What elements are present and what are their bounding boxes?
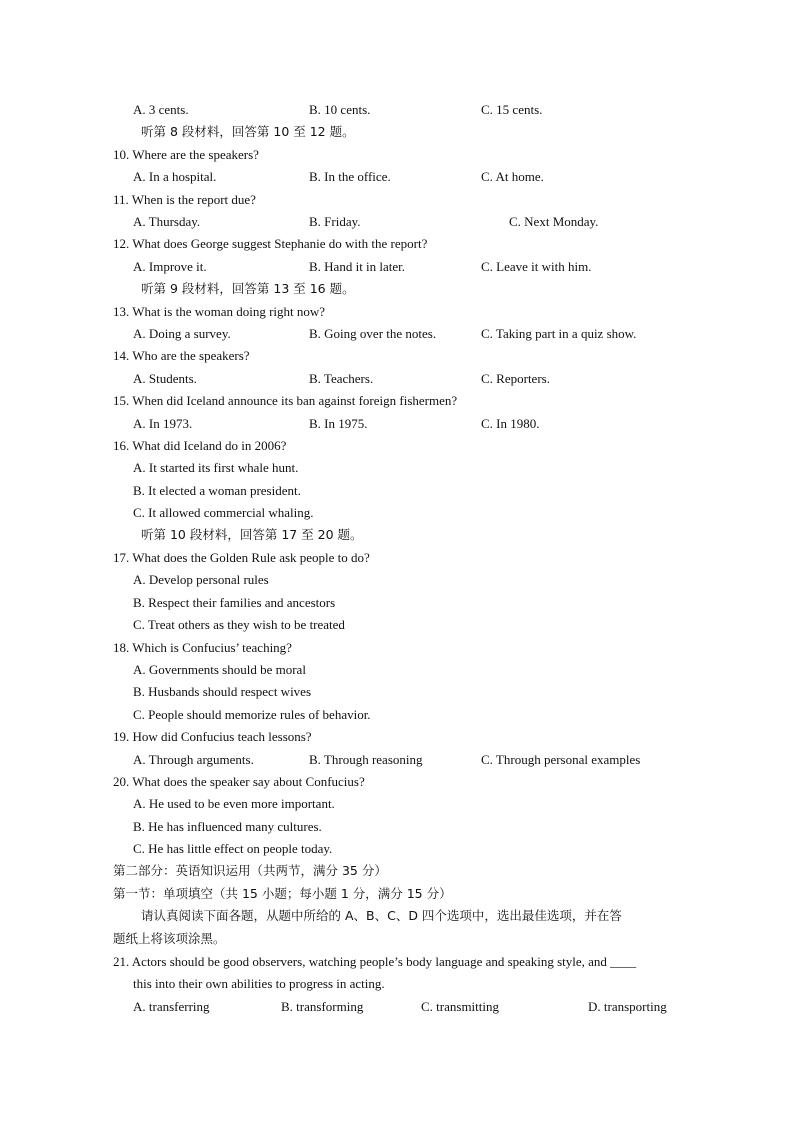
option-a: A. Thursday. bbox=[133, 214, 201, 229]
option-b: B. In 1975. bbox=[309, 416, 368, 431]
option-c: C. 15 cents. bbox=[481, 102, 543, 117]
question-19: 19. How did Confucius teach lessons? bbox=[113, 729, 312, 744]
question-17: 17. What does the Golden Rule ask people to do? bbox=[113, 550, 370, 565]
question-21-continued: this into their own abilities to progress in acting. bbox=[133, 976, 385, 991]
option-b: B. He has influenced many cultures. bbox=[133, 819, 322, 834]
option-b: B. Respect their families and ancestors bbox=[133, 595, 336, 610]
option-a: A. 3 cents. bbox=[133, 102, 189, 117]
option-a: A. Improve it. bbox=[133, 259, 207, 274]
section-heading-10: 听第 10 段材料，回答第 17 至 20 题。 bbox=[141, 527, 363, 542]
option-a: A. Students. bbox=[133, 371, 197, 386]
option-c: C. Reporters. bbox=[481, 371, 550, 386]
option-b: B. Friday. bbox=[309, 214, 361, 229]
question-10: 10. Where are the speakers? bbox=[113, 147, 259, 162]
option-a: A. Develop personal rules bbox=[133, 572, 269, 587]
question-21: 21. Actors should be good observers, watching people’s body language and speaking style, and ____ bbox=[113, 954, 637, 969]
question-20: 20. What does the speaker say about Confucius? bbox=[113, 774, 365, 789]
option-c: C. transmitting bbox=[421, 999, 499, 1014]
option-a: A. He used to be even more important. bbox=[133, 796, 335, 811]
section-heading-8: 听第 8 段材料，回答第 10 至 12 题。 bbox=[141, 124, 355, 139]
option-c: C. In 1980. bbox=[481, 416, 540, 431]
question-15: 15. When did Iceland announce its ban against foreign fishermen? bbox=[113, 393, 458, 408]
option-a: A. Governments should be moral bbox=[133, 662, 306, 677]
option-c: C. Through personal examples bbox=[481, 752, 641, 767]
option-b: B. It elected a woman president. bbox=[133, 483, 301, 498]
question-13: 13. What is the woman doing right now? bbox=[113, 304, 326, 319]
option-a: A. It started its first whale hunt. bbox=[133, 460, 299, 475]
option-c: C. Leave it with him. bbox=[481, 259, 592, 274]
question-16: 16. What did Iceland do in 2006? bbox=[113, 438, 287, 453]
option-b: B. Teachers. bbox=[309, 371, 374, 386]
option-a: A. In 1973. bbox=[133, 416, 193, 431]
option-a: A. transferring bbox=[133, 999, 210, 1014]
question-12: 12. What does George suggest Stephanie do with the report? bbox=[113, 236, 428, 251]
section-heading-9: 听第 9 段材料，回答第 13 至 16 题。 bbox=[141, 281, 355, 296]
option-c: C. Next Monday. bbox=[509, 214, 599, 229]
option-b: B. Hand it in later. bbox=[309, 259, 406, 274]
option-b: B. Husbands should respect wives bbox=[133, 684, 312, 699]
option-b: B. Going over the notes. bbox=[309, 326, 437, 341]
question-11: 11. When is the report due? bbox=[113, 192, 256, 207]
section-heading: 第一节：单项填空（共 15 小题；每小题 1 分，满分 15 分） bbox=[113, 886, 452, 901]
instructions-line-2: 题纸上将该项涂黑。 bbox=[113, 931, 226, 946]
question-18: 18. Which is Confucius’ teaching? bbox=[113, 640, 292, 655]
option-c: C. At home. bbox=[481, 169, 544, 184]
option-b: B. 10 cents. bbox=[309, 102, 371, 117]
option-a: A. In a hospital. bbox=[133, 169, 217, 184]
option-c: C. People should memorize rules of behavior. bbox=[133, 707, 371, 722]
option-a: A. Doing a survey. bbox=[133, 326, 231, 341]
option-c: C. Treat others as they wish to be treated bbox=[133, 617, 345, 632]
option-c: C. It allowed commercial whaling. bbox=[133, 505, 314, 520]
option-b: B. In the office. bbox=[309, 169, 391, 184]
part-heading: 第二部分：英语知识运用（共两节，满分 35 分） bbox=[113, 863, 387, 878]
option-b: B. Through reasoning bbox=[309, 752, 423, 767]
option-c: C. Taking part in a quiz show. bbox=[481, 326, 637, 341]
question-14: 14. Who are the speakers? bbox=[113, 348, 250, 363]
option-a: A. Through arguments. bbox=[133, 752, 254, 767]
option-c: C. He has little effect on people today. bbox=[133, 841, 333, 856]
instructions-line-1: 请认真阅读下面各题，从题中所给的 A、B、C、D 四个选项中，选出最佳选项，并在答 bbox=[141, 908, 622, 923]
option-d: D. transporting bbox=[588, 999, 667, 1014]
option-b: B. transforming bbox=[281, 999, 364, 1014]
